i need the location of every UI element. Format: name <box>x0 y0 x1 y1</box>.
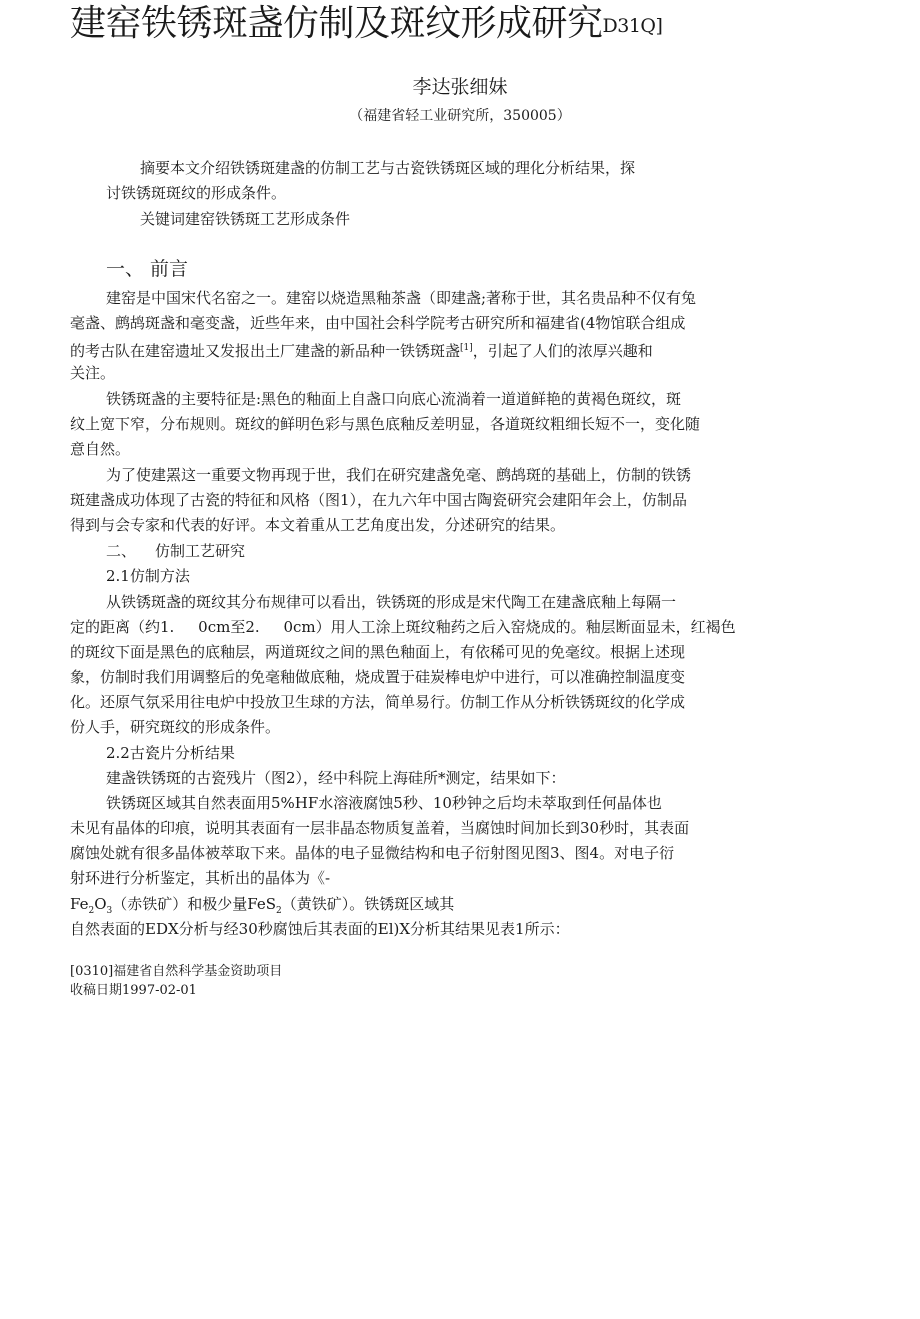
section-heading-method: 仿制工艺研究 <box>155 542 246 560</box>
paragraph-line: 的斑纹下面是黑色的底釉层，两道斑纹之间的黑色釉面上，有依稀可见的免毫纹。根据上述现 <box>70 643 686 661</box>
paragraph-line: 为了使建罴这一重要文物再现于世，我们在研究建盏免毫、鹧鸪斑的基础上，仿制的铁锈 <box>106 466 692 484</box>
paragraph-line: 的考古队在建窑遗址又发报出土厂建盏的新品种一铁锈斑盏[1]，引起了人们的浓厚兴趣和 <box>70 342 653 360</box>
subsection-heading: 2.1仿制方法 <box>106 567 190 585</box>
paragraph-line: 建窑是中国宋代名窑之一。建窑以烧造黑釉茶盏（即建盏;著称于世，其名贵品种不仅有兔 <box>106 289 697 307</box>
subsection-heading: 2.2古瓷片分析结果 <box>106 744 235 762</box>
affiliation: （福建省轻工业研究所，350005） <box>349 108 571 124</box>
paragraph-line: 斑建盏成功体现了古瓷的特征和风格（图1），在九六年中国古陶瓷研究会建阳年会上，仿制品 <box>70 491 688 509</box>
paragraph-line: 自然表面的EDX分析与经30秒腐蚀后其表面的El)X分析其结果见表1所示： <box>70 920 570 938</box>
paragraph-line: 定的距离（约1. 0cm至2. 0cm）用人工涂上斑纹釉药之后入窑烧成的。釉层断面显未，红褐色 <box>70 618 736 636</box>
footnote-received: 收稿日期1997-02-01 <box>70 983 197 998</box>
paragraph-line: 象，仿制时我们用调整后的免毫釉做底釉，烧成置于硅炭棒电炉中进行，可以准确控制温度变 <box>70 668 686 686</box>
section-heading-number: 二、 <box>106 542 137 560</box>
paragraph-line: 未见有晶体的印痕，说明其表面有一层非晶态物质复盖着，当腐蚀时间加长到30秒时，其表面 <box>70 819 690 837</box>
formula-line: $Fe_2O_3$（赤铁矿）和极少量FeS$_2$（黄铁矿）。铁锈斑区域其 <box>70 895 455 916</box>
reference-marker: [1] <box>460 343 473 353</box>
footnote-fund: [0310]福建省自然科学基金资助项目 <box>70 964 283 979</box>
paragraph-line: 铁锈斑盏的主要特征是:黑色的釉面上自盏口向底心流淌着一道道鲜艳的黄褐色斑纹，斑 <box>106 390 682 408</box>
paragraph-line: 建盏铁锈斑的古瓷残片（图2），经中科院上海硅所*测定，结果如下： <box>106 769 566 787</box>
paragraph-line: 份人手，研究斑纹的形成条件。 <box>70 718 281 736</box>
paragraph-line: 纹上宽下窄，分布规则。斑纹的鲜明色彩与黑色底釉反差明显，各道斑纹粗细长短不一，变化随 <box>70 415 701 433</box>
paragraph-line: 铁锈斑区域其自然表面用5%HF水溶液腐蚀5秒、10秒钟之后均未萃取到任何晶体也 <box>106 794 662 812</box>
paragraph-line: 关注。 <box>70 364 116 382</box>
paragraph-line: 得到与会专家和代表的好评。本文着重从工艺角度出发，分述研究的结果。 <box>70 516 566 534</box>
authors: 李达张细妹 <box>412 76 508 98</box>
paper-title: 建窑铁锈斑盏仿制及斑纹形成研究$^{D31Q]}$ <box>70 3 663 44</box>
title-note: D31Q] <box>602 15 663 37</box>
paragraph-line: 射环进行分析鉴定，其析出的晶体为《- <box>70 869 331 887</box>
abstract-line-1: 摘要本文介绍铁锈斑建盏的仿制工艺与古瓷铁锈斑区域的理化分析结果，探 <box>140 159 636 177</box>
keywords: 关键词建窑铁锈斑工艺形成条件 <box>140 210 351 228</box>
paragraph-line: 化。还原气氛采用往电炉中投放卫生球的方法，简单易行。仿制工作从分析铁锈斑纹的化学成 <box>70 693 686 711</box>
paragraph-line: 毫盏、鹧鸪斑盏和毫变盏，近些年来，由中国社会科学院考古研究所和福建省(4物馆联合组成 <box>70 314 686 332</box>
abstract-line-2: 讨铁锈斑斑纹的形成条件。 <box>106 184 287 202</box>
section-heading-preface: 一、 前言 <box>106 258 189 280</box>
paragraph-line: 从铁锈斑盏的斑纹其分布规律可以看出，铁锈斑的形成是宋代陶工在建盏底釉上每隔一 <box>106 593 677 611</box>
paragraph-line: 意自然。 <box>70 440 131 458</box>
paragraph-line: 腐蚀处就有很多晶体被萃取下来。晶体的电子显微结构和电子衍射图见图3、图4。对电子衍 <box>70 844 675 862</box>
